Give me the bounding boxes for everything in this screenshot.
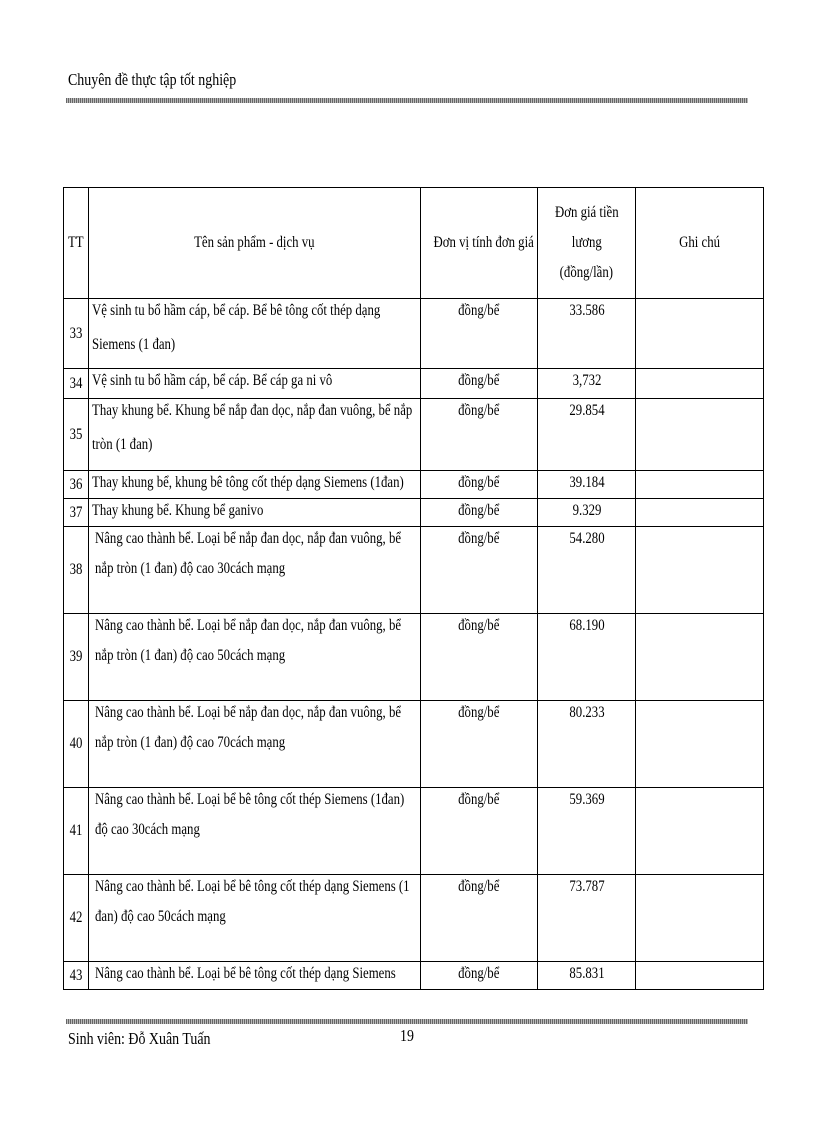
row-unit: đồng/bể (421, 701, 538, 788)
row-price: 9.329 (538, 499, 636, 527)
row-price: 33.586 (538, 299, 636, 369)
row-note (636, 962, 764, 990)
row-price: 59.369 (538, 788, 636, 875)
row-name: Nâng cao thành bể. Loại bể bê tông cốt thép dạng Siemens (1 đan) độ cao 50cách mạng (89, 875, 421, 962)
col-header-note: Ghi chú (636, 188, 764, 299)
price-table (63, 187, 764, 990)
row-unit: đồng/bể (421, 399, 538, 471)
row-name: Thay khung bể, khung bê tông cốt thép dạng Siemens (1đan) (89, 471, 421, 499)
col-header-name: Tên sản phẩm - dịch vụ (89, 188, 421, 299)
row-tt: 38 (64, 527, 89, 614)
row-note (636, 369, 764, 399)
row-note (636, 499, 764, 527)
row-note (636, 701, 764, 788)
row-note (636, 399, 764, 471)
row-price: 39.184 (538, 471, 636, 499)
row-name: Vệ sinh tu bổ hầm cáp, bể cáp. Bể bê tông cốt thép dạng Siemens (1 đan) (89, 299, 421, 369)
row-tt: 40 (64, 701, 89, 788)
row-unit: đồng/bể (421, 788, 538, 875)
row-name: Thay khung bể. Khung bể ganivo (89, 499, 421, 527)
table-row (64, 399, 764, 471)
row-tt: 36 (64, 471, 89, 499)
col-header-tt: TT (64, 188, 89, 299)
row-tt: 35 (64, 399, 89, 471)
row-unit: đồng/bể (421, 471, 538, 499)
header-rule (66, 98, 748, 103)
row-note (636, 788, 764, 875)
row-tt: 34 (64, 369, 89, 399)
row-name: Nâng cao thành bể. Loại bể nắp đan dọc, nắp đan vuông, bể nắp tròn (1 đan) độ cao 70cách mạng (89, 701, 421, 788)
row-price: 29.854 (538, 399, 636, 471)
footer-rule (66, 1019, 748, 1024)
table-row (64, 527, 764, 614)
row-note (636, 527, 764, 614)
row-name: Thay khung bể. Khung bể nắp đan dọc, nắp đan vuông, bể nắp tròn (1 đan) (89, 399, 421, 471)
row-tt: 41 (64, 788, 89, 875)
row-unit: đồng/bể (421, 527, 538, 614)
row-note (636, 471, 764, 499)
page-number: 19 (400, 1026, 414, 1045)
row-unit: đồng/bể (421, 299, 538, 369)
row-unit: đồng/bể (421, 614, 538, 701)
table-header-row (64, 188, 764, 299)
table-row (64, 614, 764, 701)
row-price: 80.233 (538, 701, 636, 788)
row-tt: 33 (64, 299, 89, 369)
row-unit: đồng/bể (421, 962, 538, 990)
row-unit: đồng/bể (421, 499, 538, 527)
table-row (64, 962, 764, 990)
row-price: 3,732 (538, 369, 636, 399)
row-tt: 39 (64, 614, 89, 701)
table-row (64, 471, 764, 499)
row-tt: 42 (64, 875, 89, 962)
table-row (64, 788, 764, 875)
row-price: 85.831 (538, 962, 636, 990)
row-name: Nâng cao thành bể. Loại bể bê tông cốt thép dạng Siemens (89, 962, 421, 990)
row-price: 68.190 (538, 614, 636, 701)
table-row (64, 499, 764, 527)
col-header-unit: Đơn vị tính đơn giá (421, 188, 538, 299)
row-note (636, 614, 764, 701)
table-row (64, 875, 764, 962)
row-price: 73.787 (538, 875, 636, 962)
table-row (64, 299, 764, 369)
row-name: Nâng cao thành bể. Loại bể nắp đan dọc, nắp đan vuông, bể nắp tròn (1 đan) độ cao 30cách mạng (89, 527, 421, 614)
row-tt: 43 (64, 962, 89, 990)
row-price: 54.280 (538, 527, 636, 614)
row-name: Nâng cao thành bể. Loại bể nắp đan dọc, nắp đan vuông, bể nắp tròn (1 đan) độ cao 50cách mạng (89, 614, 421, 701)
row-name: Vệ sinh tu bổ hầm cáp, bể cáp. Bể cáp ga ni vô (89, 369, 421, 399)
row-note (636, 875, 764, 962)
footer-student-name: Sinh viên: Đỗ Xuân Tuấn (68, 1029, 211, 1048)
page-header-title: Chuyên đề thực tập tốt nghiệp (68, 70, 237, 89)
row-unit: đồng/bể (421, 875, 538, 962)
col-header-price: Đơn giá tiền lương (đồng/lần) (538, 188, 636, 299)
table-row (64, 701, 764, 788)
table-row (64, 369, 764, 399)
row-tt: 37 (64, 499, 89, 527)
row-unit: đồng/bể (421, 369, 538, 399)
row-name: Nâng cao thành bể. Loại bể bê tông cốt thép Siemens (1đan) độ cao 30cách mạng (89, 788, 421, 875)
row-note (636, 299, 764, 369)
